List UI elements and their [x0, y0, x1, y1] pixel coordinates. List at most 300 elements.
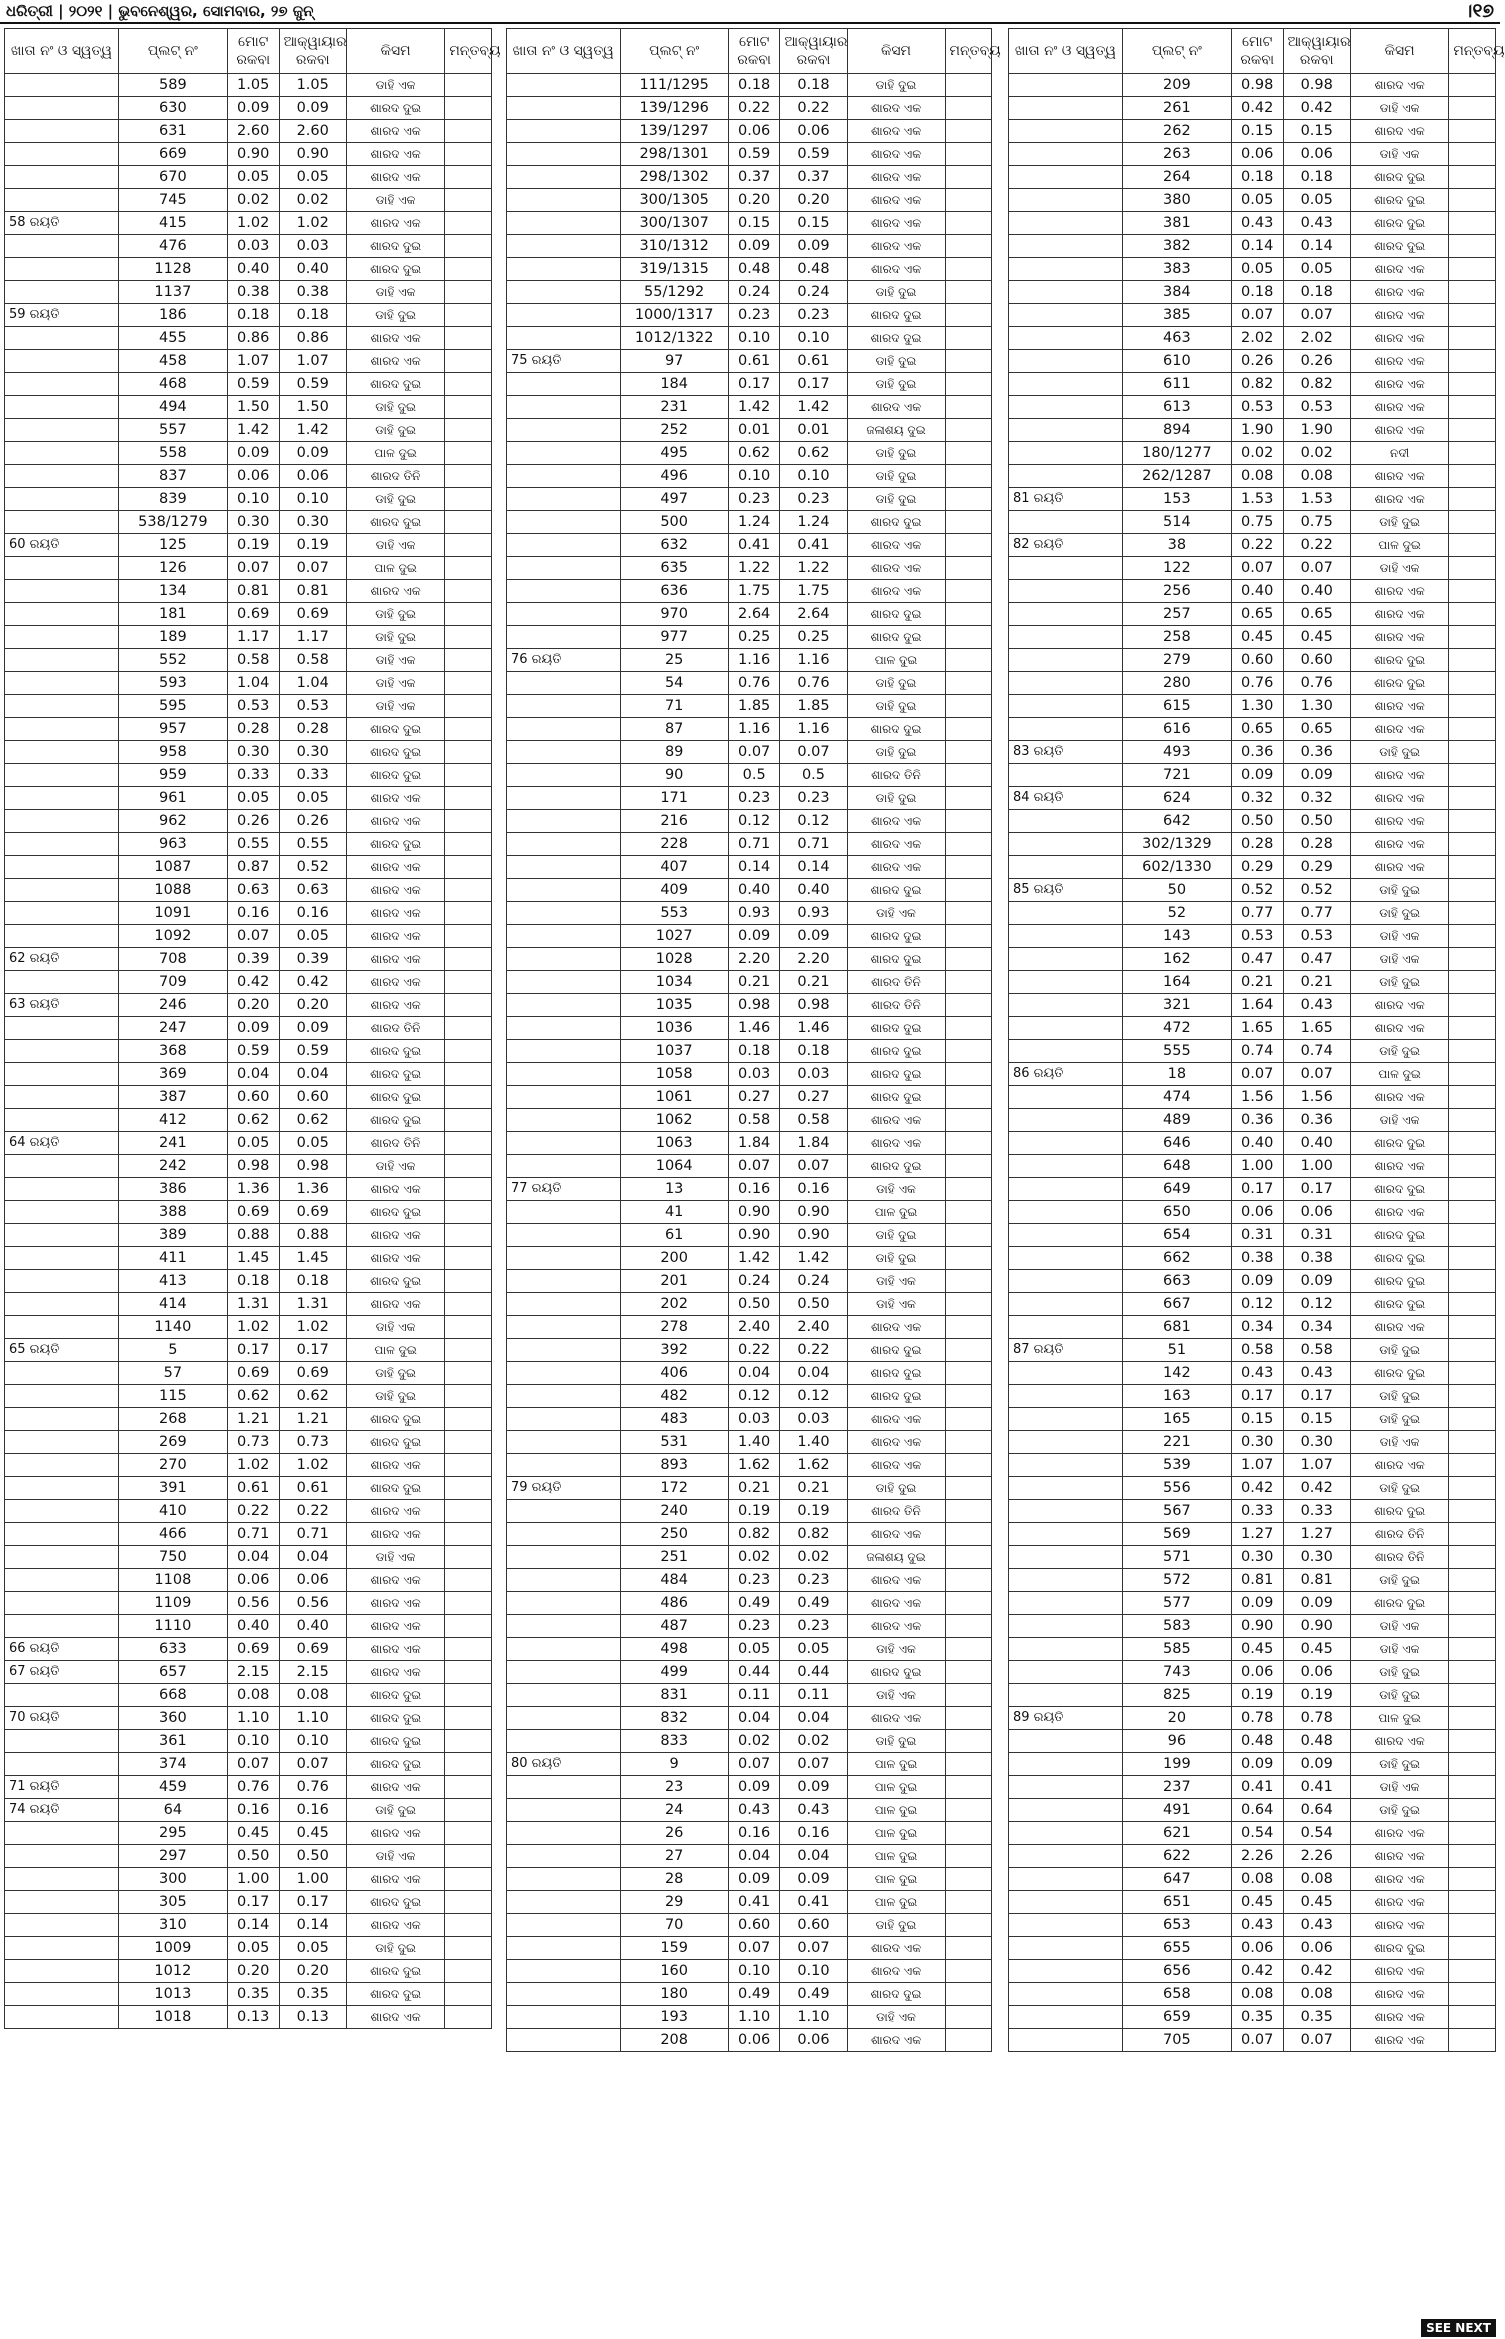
table-row — [1009, 810, 1496, 833]
plot-number-cell: 180 — [620, 1983, 728, 2006]
land-type-cell: ଶାରଦ ଦୁଇ — [1350, 235, 1448, 258]
acquired-area-cell: 0.06 — [780, 120, 847, 143]
khata-cell — [1009, 2006, 1123, 2029]
total-area-cell: 0.08 — [1231, 1868, 1283, 1891]
remarks-cell — [1449, 534, 1496, 557]
plot-number-cell: 681 — [1122, 1316, 1231, 1339]
remarks-cell — [1449, 1385, 1496, 1408]
land-type-cell: ଶାରଦ ଏକ — [847, 120, 945, 143]
remarks-cell — [445, 925, 492, 948]
remarks-cell — [445, 189, 492, 212]
plot-number-cell: 153 — [1122, 488, 1231, 511]
remarks-cell — [445, 2006, 492, 2029]
acquired-area-cell: 1.05 — [279, 74, 346, 97]
total-area-cell: 0.90 — [728, 1224, 780, 1247]
land-type-cell: ଶାରଦ ଏକ — [1350, 74, 1448, 97]
table-row — [5, 1960, 492, 1983]
total-area-cell: 1.50 — [227, 396, 279, 419]
land-type-cell: ଶାରଦ ଦୁଇ — [1350, 649, 1448, 672]
acquired-area-cell: 0.16 — [780, 1822, 847, 1845]
khata-cell — [507, 143, 621, 166]
remarks-cell — [1449, 120, 1496, 143]
total-area-cell: 0.25 — [728, 626, 780, 649]
plot-number-cell: 111/1295 — [620, 74, 728, 97]
acquired-area-cell: 0.17 — [279, 1891, 346, 1914]
table-row — [1009, 143, 1496, 166]
land-type-cell: ଶାରଦ ଏକ — [1350, 1201, 1448, 1224]
plot-number-cell: 278 — [620, 1316, 728, 1339]
total-area-cell: 0.17 — [227, 1891, 279, 1914]
total-area-cell: 0.30 — [227, 511, 279, 534]
total-area-cell: 0.98 — [728, 994, 780, 1017]
total-area-cell: 0.36 — [1231, 1109, 1283, 1132]
table-row — [507, 649, 992, 672]
plot-number-cell: 662 — [1122, 1247, 1231, 1270]
khata-cell — [1009, 350, 1123, 373]
remarks-cell — [445, 649, 492, 672]
remarks-cell — [945, 994, 991, 1017]
remarks-cell — [945, 787, 991, 810]
acquired-area-cell: 0.5 — [780, 764, 847, 787]
khata-cell — [5, 1454, 119, 1477]
khata-cell — [1009, 1408, 1123, 1431]
remarks-cell — [1449, 948, 1496, 971]
plot-number-cell: 23 — [620, 1776, 728, 1799]
khata-cell — [507, 1040, 621, 1063]
plot-number-cell: 709 — [118, 971, 227, 994]
acquired-area-cell: 0.82 — [1283, 373, 1350, 396]
khata-cell — [1009, 1431, 1123, 1454]
remarks-cell — [945, 1178, 991, 1201]
acquired-area-cell: 0.05 — [1283, 258, 1350, 281]
table-row — [5, 1822, 492, 1845]
plot-number-cell: 631 — [118, 120, 227, 143]
land-type-cell: ଶାରଦ ଏକ — [847, 1592, 945, 1615]
remarks-cell — [1449, 1822, 1496, 1845]
table-row — [1009, 1592, 1496, 1615]
khata-cell — [5, 1569, 119, 1592]
plot-number-cell: 247 — [118, 1017, 227, 1040]
plot-number-cell: 961 — [118, 787, 227, 810]
acquired-area-cell: 0.45 — [1283, 1638, 1350, 1661]
remarks-cell — [445, 557, 492, 580]
total-area-cell: 0.20 — [227, 1960, 279, 1983]
land-type-cell: ଶାରଦ ଦୁଇ — [847, 1362, 945, 1385]
land-type-cell: ପାଳ ଦୁଇ — [346, 442, 444, 465]
khata-cell — [507, 626, 621, 649]
land-type-cell: ଶାରଦ ଦୁଇ — [346, 1086, 444, 1109]
khata-cell — [1009, 1937, 1123, 1960]
plot-number-cell: 472 — [1122, 1017, 1231, 1040]
plot-number-cell: 656 — [1122, 1960, 1231, 1983]
khata-cell — [5, 350, 119, 373]
khata-cell: 86 ରୟତି — [1009, 1063, 1123, 1086]
total-area-cell: 0.23 — [728, 1615, 780, 1638]
remarks-cell — [945, 327, 991, 350]
table-row — [1009, 465, 1496, 488]
total-area-cell: 0.05 — [227, 1132, 279, 1155]
acquired-area-cell: 0.06 — [1283, 1661, 1350, 1684]
khata-cell — [1009, 971, 1123, 994]
acquired-area-cell: 1.40 — [780, 1431, 847, 1454]
acquired-area-cell: 0.86 — [279, 327, 346, 350]
acquired-area-cell: 0.90 — [1283, 1615, 1350, 1638]
table-row — [5, 1983, 492, 2006]
khata-cell — [507, 1201, 621, 1224]
acquired-area-cell: 0.34 — [1283, 1316, 1350, 1339]
table-row — [5, 1753, 492, 1776]
plot-number-cell: 577 — [1122, 1592, 1231, 1615]
column-header: ଖାତା ନଂ ଓ ସ୍ୱତ୍ୱ — [5, 29, 119, 74]
total-area-cell: 0.81 — [227, 580, 279, 603]
total-area-cell: 0.35 — [1231, 2006, 1283, 2029]
acquired-area-cell: 0.48 — [1283, 1730, 1350, 1753]
total-area-cell: 0.12 — [1231, 1293, 1283, 1316]
acquired-area-cell: 0.10 — [780, 327, 847, 350]
remarks-cell — [1449, 1477, 1496, 1500]
plot-number-cell: 374 — [118, 1753, 227, 1776]
land-type-cell: ଶାରଦ ଦୁଇ — [847, 879, 945, 902]
total-area-cell: 0.41 — [728, 534, 780, 557]
acquired-area-cell: 1.10 — [780, 2006, 847, 2029]
plot-number-cell: 142 — [1122, 1362, 1231, 1385]
total-area-cell: 0.40 — [227, 1615, 279, 1638]
land-type-cell: ପାଳ ଦୁଇ — [1350, 1063, 1448, 1086]
remarks-cell — [1449, 1155, 1496, 1178]
header-rule — [0, 22, 1500, 24]
total-area-cell: 0.18 — [1231, 166, 1283, 189]
total-area-cell: 0.17 — [1231, 1178, 1283, 1201]
khata-cell — [1009, 511, 1123, 534]
remarks-cell — [445, 764, 492, 787]
table-row — [1009, 1684, 1496, 1707]
remarks-cell — [1449, 1891, 1496, 1914]
total-area-cell: 0.36 — [1231, 741, 1283, 764]
table-row — [507, 1983, 992, 2006]
table-row — [5, 1017, 492, 1040]
land-type-cell: ଡାହି ଦୁଇ — [346, 603, 444, 626]
acquired-area-cell: 0.49 — [780, 1592, 847, 1615]
table-row — [507, 281, 992, 304]
khata-cell: 60 ରୟତି — [5, 534, 119, 557]
total-area-cell: 1.16 — [728, 718, 780, 741]
total-area-cell: 0.24 — [728, 281, 780, 304]
acquired-area-cell: 0.33 — [279, 764, 346, 787]
khata-cell — [5, 1431, 119, 1454]
khata-cell — [5, 580, 119, 603]
remarks-cell — [445, 1063, 492, 1086]
table-row — [507, 718, 992, 741]
acquired-area-cell: 0.06 — [1283, 143, 1350, 166]
table-row — [5, 1316, 492, 1339]
land-type-cell: ଶାରଦ ଦୁଇ — [847, 1063, 945, 1086]
remarks-cell — [445, 1546, 492, 1569]
acquired-area-cell: 1.53 — [1283, 488, 1350, 511]
plot-number-cell: 295 — [118, 1822, 227, 1845]
remarks-cell — [945, 143, 991, 166]
acquired-area-cell: 0.18 — [1283, 166, 1350, 189]
land-type-cell: ଡାହି ଦୁଇ — [1350, 1477, 1448, 1500]
land-type-cell: ଶାରଦ ଏକ — [1350, 810, 1448, 833]
khata-cell — [5, 327, 119, 350]
land-type-cell: ଡାହି ଏକ — [346, 695, 444, 718]
table-row — [5, 373, 492, 396]
land-type-cell: ଶାରଦ ଦୁଇ — [847, 1983, 945, 2006]
plot-number-cell: 201 — [620, 1270, 728, 1293]
total-area-cell: 0.30 — [1231, 1431, 1283, 1454]
acquired-area-cell: 0.08 — [1283, 465, 1350, 488]
acquired-area-cell: 0.09 — [1283, 1592, 1350, 1615]
table-row — [507, 97, 992, 120]
table-row — [5, 235, 492, 258]
khata-cell — [5, 74, 119, 97]
total-area-cell: 0.90 — [1231, 1615, 1283, 1638]
acquired-area-cell: 0.38 — [279, 281, 346, 304]
plot-number-cell: 721 — [1122, 764, 1231, 787]
acquired-area-cell: 1.50 — [279, 396, 346, 419]
khata-cell — [507, 1385, 621, 1408]
table-row — [1009, 695, 1496, 718]
table-row — [5, 1615, 492, 1638]
remarks-cell — [1449, 1730, 1496, 1753]
plot-number-cell: 622 — [1122, 1845, 1231, 1868]
land-type-cell: ଡାହି ଦୁଇ — [847, 1914, 945, 1937]
acquired-area-cell: 1.62 — [780, 1454, 847, 1477]
acquired-area-cell: 0.02 — [279, 189, 346, 212]
land-type-cell: ଶାରଦ ଏକ — [1350, 1845, 1448, 1868]
table-row — [5, 879, 492, 902]
remarks-cell — [445, 1500, 492, 1523]
plot-number-cell: 558 — [118, 442, 227, 465]
land-type-cell: ଡାହି ଏକ — [1350, 1776, 1448, 1799]
total-area-cell: 0.17 — [728, 373, 780, 396]
acquired-area-cell: 0.06 — [1283, 1201, 1350, 1224]
khata-cell — [1009, 235, 1123, 258]
plot-number-cell: 252 — [620, 419, 728, 442]
total-area-cell: 0.21 — [728, 971, 780, 994]
khata-cell — [1009, 419, 1123, 442]
table-row — [5, 166, 492, 189]
plot-number-cell: 1012/1322 — [620, 327, 728, 350]
land-type-cell: ଶାରଦ ଦୁଇ — [847, 1040, 945, 1063]
land-type-cell: ଶାରଦ ଦୁଇ — [847, 925, 945, 948]
table-row — [5, 511, 492, 534]
remarks-cell — [945, 120, 991, 143]
khata-cell — [507, 1500, 621, 1523]
plot-number-cell: 199 — [1122, 1753, 1231, 1776]
table-row — [5, 1592, 492, 1615]
total-area-cell: 0.60 — [728, 1914, 780, 1937]
land-type-cell: ଶାରଦ ଏକ — [847, 97, 945, 120]
acquired-area-cell: 0.07 — [1283, 2029, 1350, 2052]
land-type-cell: ଶାରଦ ଦୁଇ — [847, 1385, 945, 1408]
total-area-cell: 1.07 — [1231, 1454, 1283, 1477]
table-row — [5, 649, 492, 672]
acquired-area-cell: 0.14 — [1283, 235, 1350, 258]
acquired-area-cell: 0.09 — [1283, 1270, 1350, 1293]
remarks-cell — [1449, 810, 1496, 833]
land-type-cell: ଡାହି ଦୁଇ — [847, 787, 945, 810]
acquired-area-cell: 0.09 — [780, 925, 847, 948]
khata-cell: 64 ରୟତି — [5, 1132, 119, 1155]
acquired-area-cell: 0.10 — [780, 465, 847, 488]
total-area-cell: 0.58 — [728, 1109, 780, 1132]
remarks-cell — [445, 1799, 492, 1822]
acquired-area-cell: 0.09 — [1283, 764, 1350, 787]
table-row — [1009, 1086, 1496, 1109]
khata-cell — [507, 994, 621, 1017]
land-type-cell: ଡାହି ଦୁଇ — [346, 1362, 444, 1385]
table-row — [1009, 741, 1496, 764]
remarks-cell — [1449, 74, 1496, 97]
khata-cell — [1009, 327, 1123, 350]
khata-cell — [5, 488, 119, 511]
table-row — [5, 1914, 492, 1937]
land-type-cell: ଶାରଦ ଦୁଇ — [346, 1040, 444, 1063]
total-area-cell: 0.76 — [227, 1776, 279, 1799]
plot-number-cell: 494 — [118, 396, 227, 419]
table-row — [5, 1408, 492, 1431]
remarks-cell — [945, 1914, 991, 1937]
land-type-cell: ଶାରଦ ଏକ — [346, 994, 444, 1017]
khata-cell — [507, 603, 621, 626]
land-type-cell: ଶାରଦ ଏକ — [346, 902, 444, 925]
plot-number-cell: 310/1312 — [620, 235, 728, 258]
acquired-area-cell: 0.58 — [279, 649, 346, 672]
land-acquisition-table — [506, 28, 1001, 2052]
table-row — [5, 350, 492, 373]
khata-cell: 87 ରୟତି — [1009, 1339, 1123, 1362]
table-row — [1009, 419, 1496, 442]
remarks-cell — [1449, 626, 1496, 649]
plot-number-cell: 1035 — [620, 994, 728, 1017]
khata-cell — [507, 1408, 621, 1431]
land-type-cell: ଶାରଦ ଏକ — [847, 258, 945, 281]
remarks-cell — [945, 1615, 991, 1638]
khata-cell — [507, 1937, 621, 1960]
land-type-cell: ଶାରଦ ଏକ — [346, 120, 444, 143]
plot-number-cell: 539 — [1122, 1454, 1231, 1477]
remarks-cell — [445, 833, 492, 856]
land-type-cell: ଶାରଦ ଦୁଇ — [1350, 1937, 1448, 1960]
table-row — [1009, 396, 1496, 419]
table-row — [507, 258, 992, 281]
column-header: ପ୍ଲଟ୍ ନଂ — [620, 29, 728, 74]
acquired-area-cell: 0.47 — [1283, 948, 1350, 971]
remarks-cell — [1449, 442, 1496, 465]
plot-number-cell: 632 — [620, 534, 728, 557]
land-type-cell: ଡାହି ଏକ — [847, 1270, 945, 1293]
remarks-cell — [445, 1707, 492, 1730]
land-type-cell: ଶାରଦ ଏକ — [346, 212, 444, 235]
land-type-cell: ଶାରଦ ଏକ — [1350, 1316, 1448, 1339]
land-type-cell: ଶାରଦ ଏକ — [1350, 1155, 1448, 1178]
total-area-cell: 0.63 — [227, 879, 279, 902]
khata-cell: 70 ରୟତି — [5, 1707, 119, 1730]
land-type-cell: ଶାରଦ ଏକ — [346, 1247, 444, 1270]
plot-number-cell: 493 — [1122, 741, 1231, 764]
remarks-cell — [945, 1431, 991, 1454]
remarks-cell — [945, 925, 991, 948]
khata-cell: 82 ରୟତି — [1009, 534, 1123, 557]
acquired-area-cell: 0.63 — [279, 879, 346, 902]
total-area-cell: 0.22 — [1231, 534, 1283, 557]
khata-cell — [5, 1753, 119, 1776]
plot-number-cell: 657 — [118, 1661, 227, 1684]
land-type-cell: ଶାରଦ ଏକ — [346, 350, 444, 373]
land-type-cell: ଶାରଦ ଏକ — [346, 1914, 444, 1937]
table-row — [1009, 1868, 1496, 1891]
acquired-area-cell: 0.60 — [1283, 649, 1350, 672]
total-area-cell: 0.11 — [728, 1684, 780, 1707]
remarks-cell — [945, 2006, 991, 2029]
total-area-cell: 0.07 — [1231, 304, 1283, 327]
remarks-cell — [445, 879, 492, 902]
table-row — [1009, 649, 1496, 672]
total-area-cell: 0.09 — [1231, 1592, 1283, 1615]
total-area-cell: 0.82 — [728, 1523, 780, 1546]
remarks-cell — [945, 396, 991, 419]
total-area-cell: 1.64 — [1231, 994, 1283, 1017]
acquired-area-cell: 0.74 — [1283, 1040, 1350, 1063]
khata-cell — [1009, 948, 1123, 971]
table-row — [507, 810, 992, 833]
acquired-area-cell: 0.64 — [1283, 1799, 1350, 1822]
remarks-cell — [445, 1845, 492, 1868]
plot-number-cell: 9 — [620, 1753, 728, 1776]
land-type-cell: ଶାରଦ ଏକ — [1350, 1454, 1448, 1477]
plot-number-cell: 391 — [118, 1477, 227, 1500]
remarks-cell — [445, 1983, 492, 2006]
acquired-area-cell: 0.14 — [780, 856, 847, 879]
remarks-cell — [945, 465, 991, 488]
land-type-cell: ଶାରଦ ତିନି — [847, 971, 945, 994]
land-type-cell: ଶାରଦ ଏକ — [1350, 1960, 1448, 1983]
remarks-cell — [1449, 1201, 1496, 1224]
plot-number-cell: 115 — [118, 1385, 227, 1408]
table-row — [507, 626, 992, 649]
table-row — [5, 580, 492, 603]
table-row — [1009, 1546, 1496, 1569]
land-type-cell: ଡାହି ଦୁଇ — [346, 304, 444, 327]
table-row — [5, 1730, 492, 1753]
land-type-cell: ଶାରଦ ଏକ — [1350, 258, 1448, 281]
column-header: ପ୍ଲଟ୍ ନଂ — [1122, 29, 1231, 74]
plot-number-cell: 455 — [118, 327, 227, 350]
table-row — [1009, 1638, 1496, 1661]
acquired-area-cell: 0.39 — [279, 948, 346, 971]
remarks-cell — [945, 1707, 991, 1730]
table-row — [507, 1454, 992, 1477]
table-row — [507, 2029, 992, 2052]
land-type-cell: ଡାହି ଦୁଇ — [1350, 1661, 1448, 1684]
total-area-cell: 2.40 — [728, 1316, 780, 1339]
land-type-cell: ଶାରଦ ଏକ — [847, 1431, 945, 1454]
plot-number-cell: 97 — [620, 350, 728, 373]
remarks-cell — [1449, 649, 1496, 672]
remarks-cell — [445, 419, 492, 442]
total-area-cell: 0.09 — [728, 1776, 780, 1799]
table-row — [507, 1569, 992, 1592]
total-area-cell: 0.5 — [728, 764, 780, 787]
khata-cell — [507, 1592, 621, 1615]
land-type-cell: ଶାରଦ ଏକ — [1350, 465, 1448, 488]
land-type-cell: ଶାରଦ ଦୁଇ — [847, 626, 945, 649]
table-row — [507, 511, 992, 534]
land-type-cell: ଶାରଦ ଏକ — [1350, 373, 1448, 396]
acquired-area-cell: 0.21 — [1283, 971, 1350, 994]
total-area-cell: 0.06 — [728, 2029, 780, 2052]
